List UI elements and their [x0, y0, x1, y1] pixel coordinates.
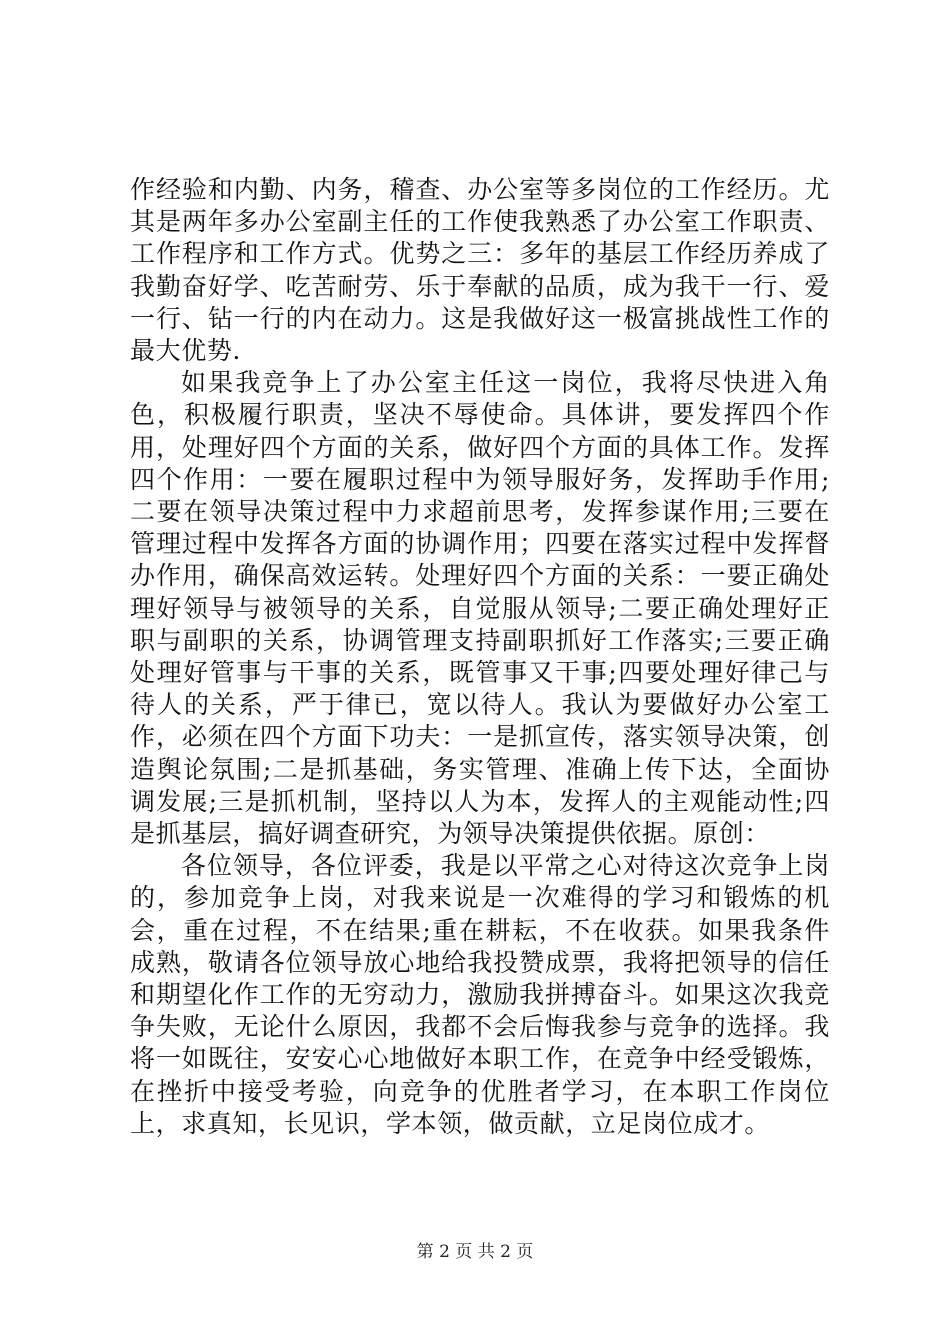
- page-footer: 第 2 页 共 2 页: [416, 1242, 534, 1262]
- paragraph-3: 各位领导，各位评委，我是以平常之心对待这次竞争上岗的，参加竞争上岗，对我来说是一次难得的学习和锻炼的机会，重在过程，不在结果;重在耕耘，不在收获。如果我条件成熟，敬请各位领导放心地给我投赞成票，我将把领导的信任和期望化作工作的无穷动力，激励我拼搏奋斗。如果这次我竞争失败，无论什么原因，我都不会后悔我参与竞争的选择。我将一如既往，安安心心地做好本职工作，在竞争中经受锻炼，在挫折中接受考验，向竞争的优胜者学习，在本职工作岗位上，求真知，长见识，学本领，做贡献，立足岗位成才。: [130, 851, 830, 1138]
- document-body: [130, 174, 830, 1140]
- paragraph-2: 如果我竞争上了办公室主任这一岗位，我将尽快进入角色，积极履行职责，坚决不辱使命。具体讲，要发挥四个作用，处理好四个方面的关系，做好四个方面的具体工作。发挥四个作用：一要在履职过程中为领导服好务，发挥助手作用;二要在领导决策过程中力求超前思考，发挥参谋作用;三要在管理过程中发挥各方面的协调作用；四要在落实过程中发挥督办作用，确保高效运转。处理好四个方面的关系：一要正确处理好领导与被领导的关系，自觉服从领导;二要正确处理好正职与副职的关系，协调管理支持副职抓好工作落实;三要正确处理好管事与干事的关系，既管事又干事;四要处理好律己与待人的关系，严于律已，宽以待人。我认为要做好办公室工作，必须在四个方面下功夫：一是抓宣传，落实领导决策，创造舆论氛围;二是抓基础，务实管理、准确上传下达，全面协调发展;三是抓机制，坚持以人为本，发挥人的主观能动性;四是抓基层，搞好调查研究，为领导决策提供依据。原创：: [130, 368, 830, 849]
- paragraph-1: 作经验和内勤、内务，稽查、办公室等多岗位的工作经历。尤其是两年多办公室副主任的工作使我熟悉了办公室工作职责、工作程序和工作方式。优势之三：多年的基层工作经历养成了我勤奋好学、吃苦耐劳、乐于奉献的品质，成为我干一行、爱一行、钻一行的内在动力。这是我做好这一极富挑战性工作的最大优势.: [130, 175, 830, 366]
